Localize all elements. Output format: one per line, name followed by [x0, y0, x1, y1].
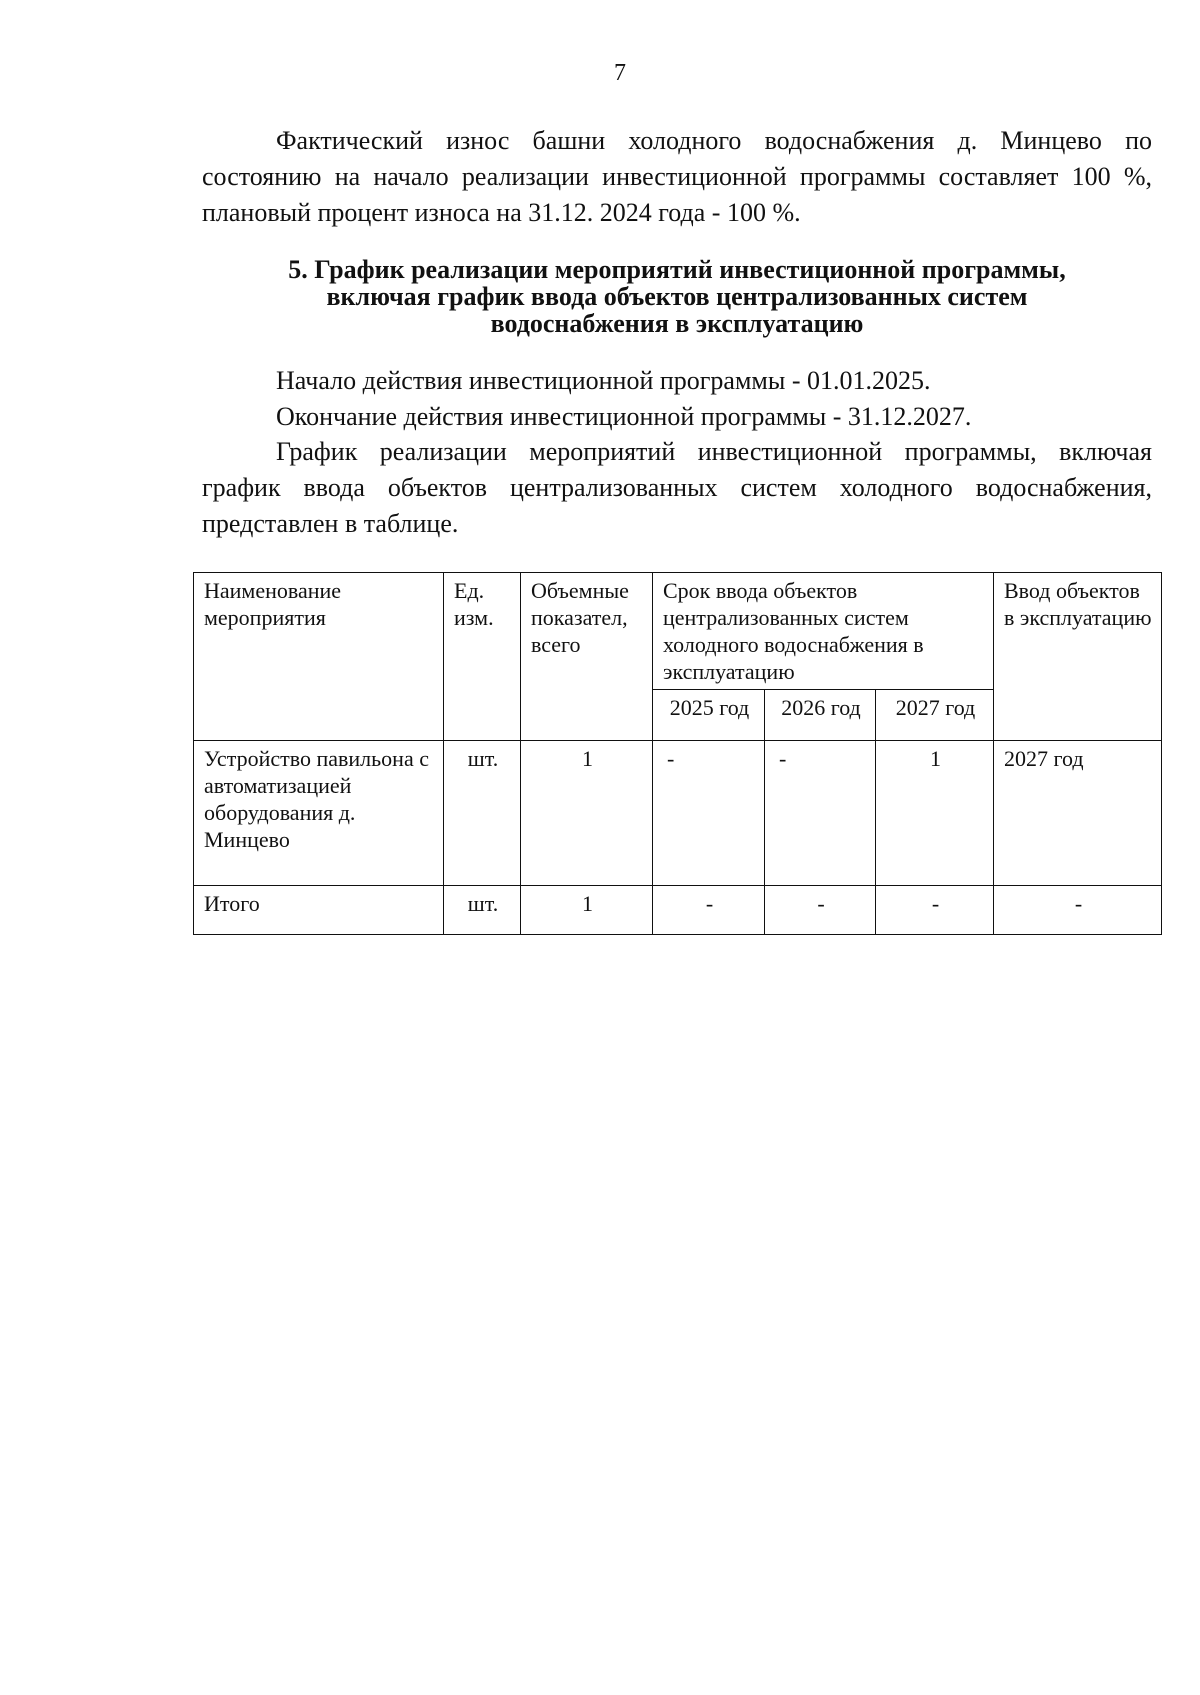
section-heading-line: водоснабжения в эксплуатацию: [490, 309, 864, 338]
header-schedule: Срок ввода объектов централизованных систем холодного водоснабжения в эксплуатацию: [653, 573, 994, 690]
program-start-paragraph: Начало действия инвестиционной программы - 01.01.2025.: [276, 366, 931, 395]
cell-unit: шт.: [444, 886, 521, 935]
cell-name: Устройство павильона с автоматизацией оборудования д. Минцево: [194, 741, 444, 886]
table-row: [194, 741, 1162, 886]
table-intro-paragraph: График реализации мероприятий инвестиционной программы, включая график ввода объектов централизованных систем холодного водоснабжения, представлен в таблице.: [202, 437, 1152, 538]
cell-volume: 1: [521, 741, 653, 886]
header-volume: Объемные показател, всего: [521, 573, 653, 741]
cell-2026: -: [765, 741, 876, 886]
cell-name: Итого: [194, 886, 444, 935]
table-row-total: [194, 886, 1162, 935]
cell-2026: -: [765, 886, 876, 935]
cell-2027: 1: [876, 741, 994, 886]
header-unit: Ед. изм.: [444, 573, 521, 741]
cell-2027: -: [876, 886, 994, 935]
header-year-2027: 2027 год: [876, 690, 994, 741]
section-heading-line: включая график ввода объектов централизованных систем: [326, 282, 1028, 311]
header-year-2025: 2025 год: [653, 690, 765, 741]
header-year-2026: 2026 год: [765, 690, 876, 741]
cell-unit: шт.: [444, 741, 521, 886]
table-header-row: [194, 573, 1162, 690]
cell-commissioning: 2027 год: [994, 741, 1162, 886]
cell-2025: -: [653, 886, 765, 935]
section-heading-line: 5. График реализации мероприятий инвестиционной программы,: [288, 255, 1066, 284]
page-number: 7: [614, 60, 626, 86]
header-commissioning: Ввод объектов в эксплуатацию: [994, 573, 1162, 741]
section-heading: [202, 256, 1152, 337]
intro-paragraph: Фактический износ башни холодного водоснабжения д. Минцево по состоянию на начало реализации инвестиционной программы составляет 100 %, плановый процент износа на 31.12. 2024 года - 100 %.: [202, 126, 1152, 227]
cell-2025: -: [653, 741, 765, 886]
cell-volume: 1: [521, 886, 653, 935]
program-end-paragraph: Окончание действия инвестиционной программы - 31.12.2027.: [276, 402, 972, 431]
schedule-table: [193, 572, 1162, 935]
cell-commissioning: -: [994, 886, 1162, 935]
header-name: Наименование мероприятия: [194, 573, 444, 741]
